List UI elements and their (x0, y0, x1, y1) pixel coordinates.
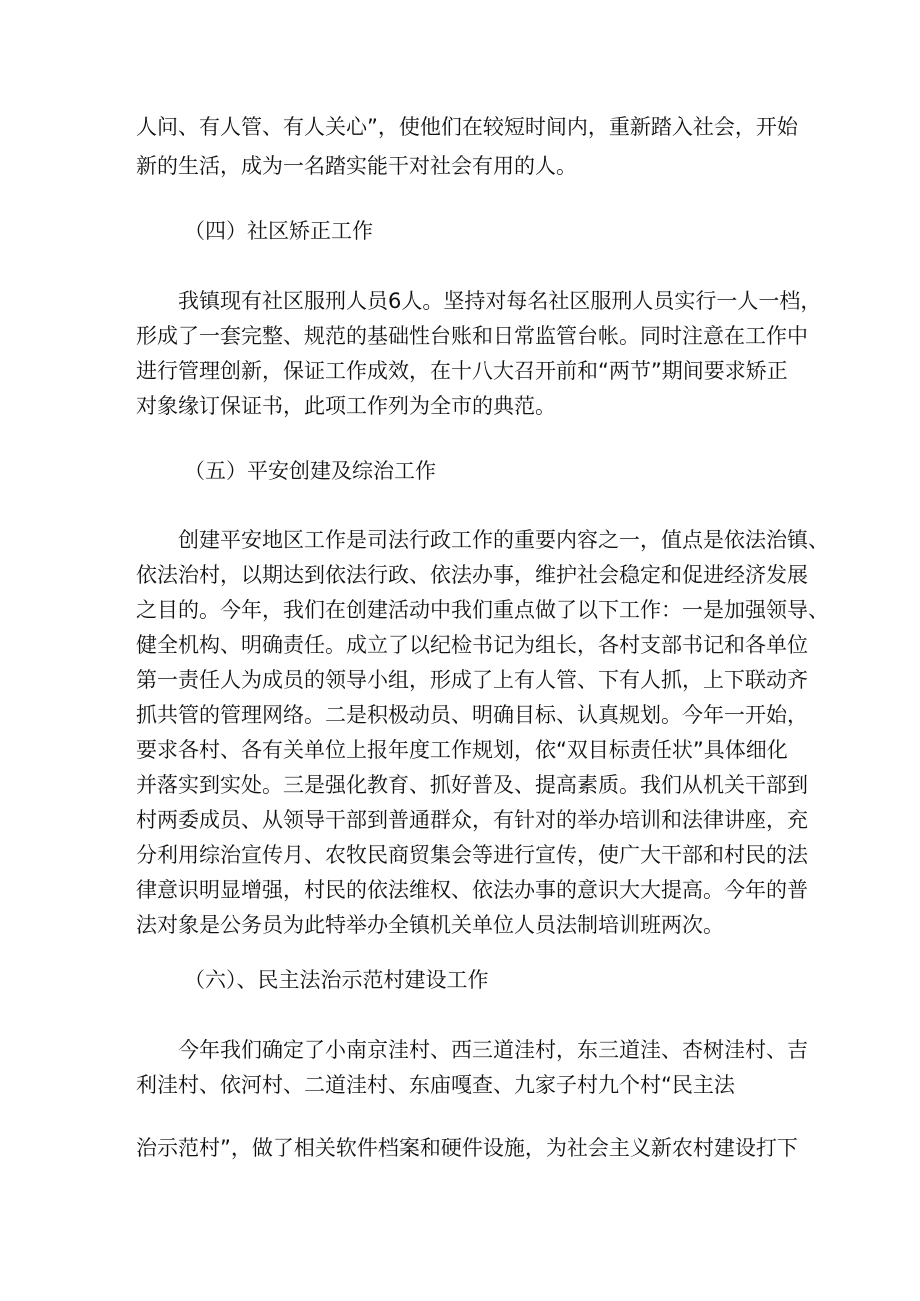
paragraph-line: 要求各村、各有关单位上报年度工作规划，依“双目标责任状”具体细化 (136, 738, 788, 762)
paragraph-line: 进行管理创新，保证工作成效，在十八大召开前和“两节”期间要求矫正 (136, 359, 788, 383)
section-heading-5: （五）平安创建及综治工作 (184, 459, 436, 483)
paragraph-line: 并落实到实处。三是强化教育、抓好普及、提高素质。我们从机关干部到 (136, 773, 808, 797)
paragraph-line: 形成了一套完整、规范的基础性台账和日常监管台帐。同时注意在工作中 (136, 324, 808, 348)
paragraph-line: 第一责任人为成员的领导小组，形成了上有人管、下有人抓，上下联动齐 (136, 668, 808, 692)
section-heading-6: （六）、民主法治示范村建设工作 (184, 968, 489, 992)
paragraph-line: 法对象是公务员为此特举办全镇机关单位人员法制培训班两次。 (136, 913, 724, 937)
paragraph-line: 律意识明显增强，村民的依法维权、依法办事的意识大大提高。今年的普 (136, 878, 808, 902)
paragraph-line: 之目的。今年，我们在创建活动中我们重点做了以下工作：一是加强领导、 (136, 598, 829, 622)
paragraph-line: 对象缘订保证书，此项工作列为全市的典范。 (136, 394, 556, 418)
paragraph-line: 我镇现有社区服刑人员6人。坚持对每名社区服刑人员实行一人一档， (178, 289, 822, 313)
paragraph-line: 健全机构、明确责任。成立了以纪检书记为组长，各村支部书记和各单位 (136, 633, 808, 657)
paragraph-line: 治示范村”，做了相关软件档案和硬件设施，为社会主义新农村建设打下 (136, 1136, 798, 1160)
paragraph-line: 抓共管的管理网络。二是积极动员、明确目标、认真规划。今年一开始， (136, 703, 808, 727)
paragraph-line: 人问、有人管、有人关心”，使他们在较短时间内，重新踏入社会，开始 (136, 115, 798, 139)
section-heading-4: （四）社区矫正工作 (184, 219, 373, 243)
paragraph-line: 利洼村、依河村、二道洼村、东庙嘎查、九家子村九个村“民主法 (136, 1073, 735, 1097)
paragraph-line: 创建平安地区工作是司法行政工作的重要内容之一，值点是依法治镇、 (178, 528, 829, 552)
paragraph-line: 依法治村，以期达到依法行政、依法办事，维护社会稳定和促进经济发展 (136, 563, 808, 587)
paragraph-line: 今年我们确定了小南京洼村、西三道洼村，东三道洼、杏树洼村、吉 (178, 1038, 808, 1062)
paragraph-line: 新的生活，成为一名踏实能干对社会有用的人。 (136, 154, 577, 178)
paragraph-line: 分利用综治宣传月、农牧民商贸集会等进行宣传，使广大干部和村民的法 (136, 843, 808, 867)
paragraph-line: 村两委成员、从领导干部到普通群众，有针对的举办培训和法律讲座，充 (136, 808, 808, 832)
